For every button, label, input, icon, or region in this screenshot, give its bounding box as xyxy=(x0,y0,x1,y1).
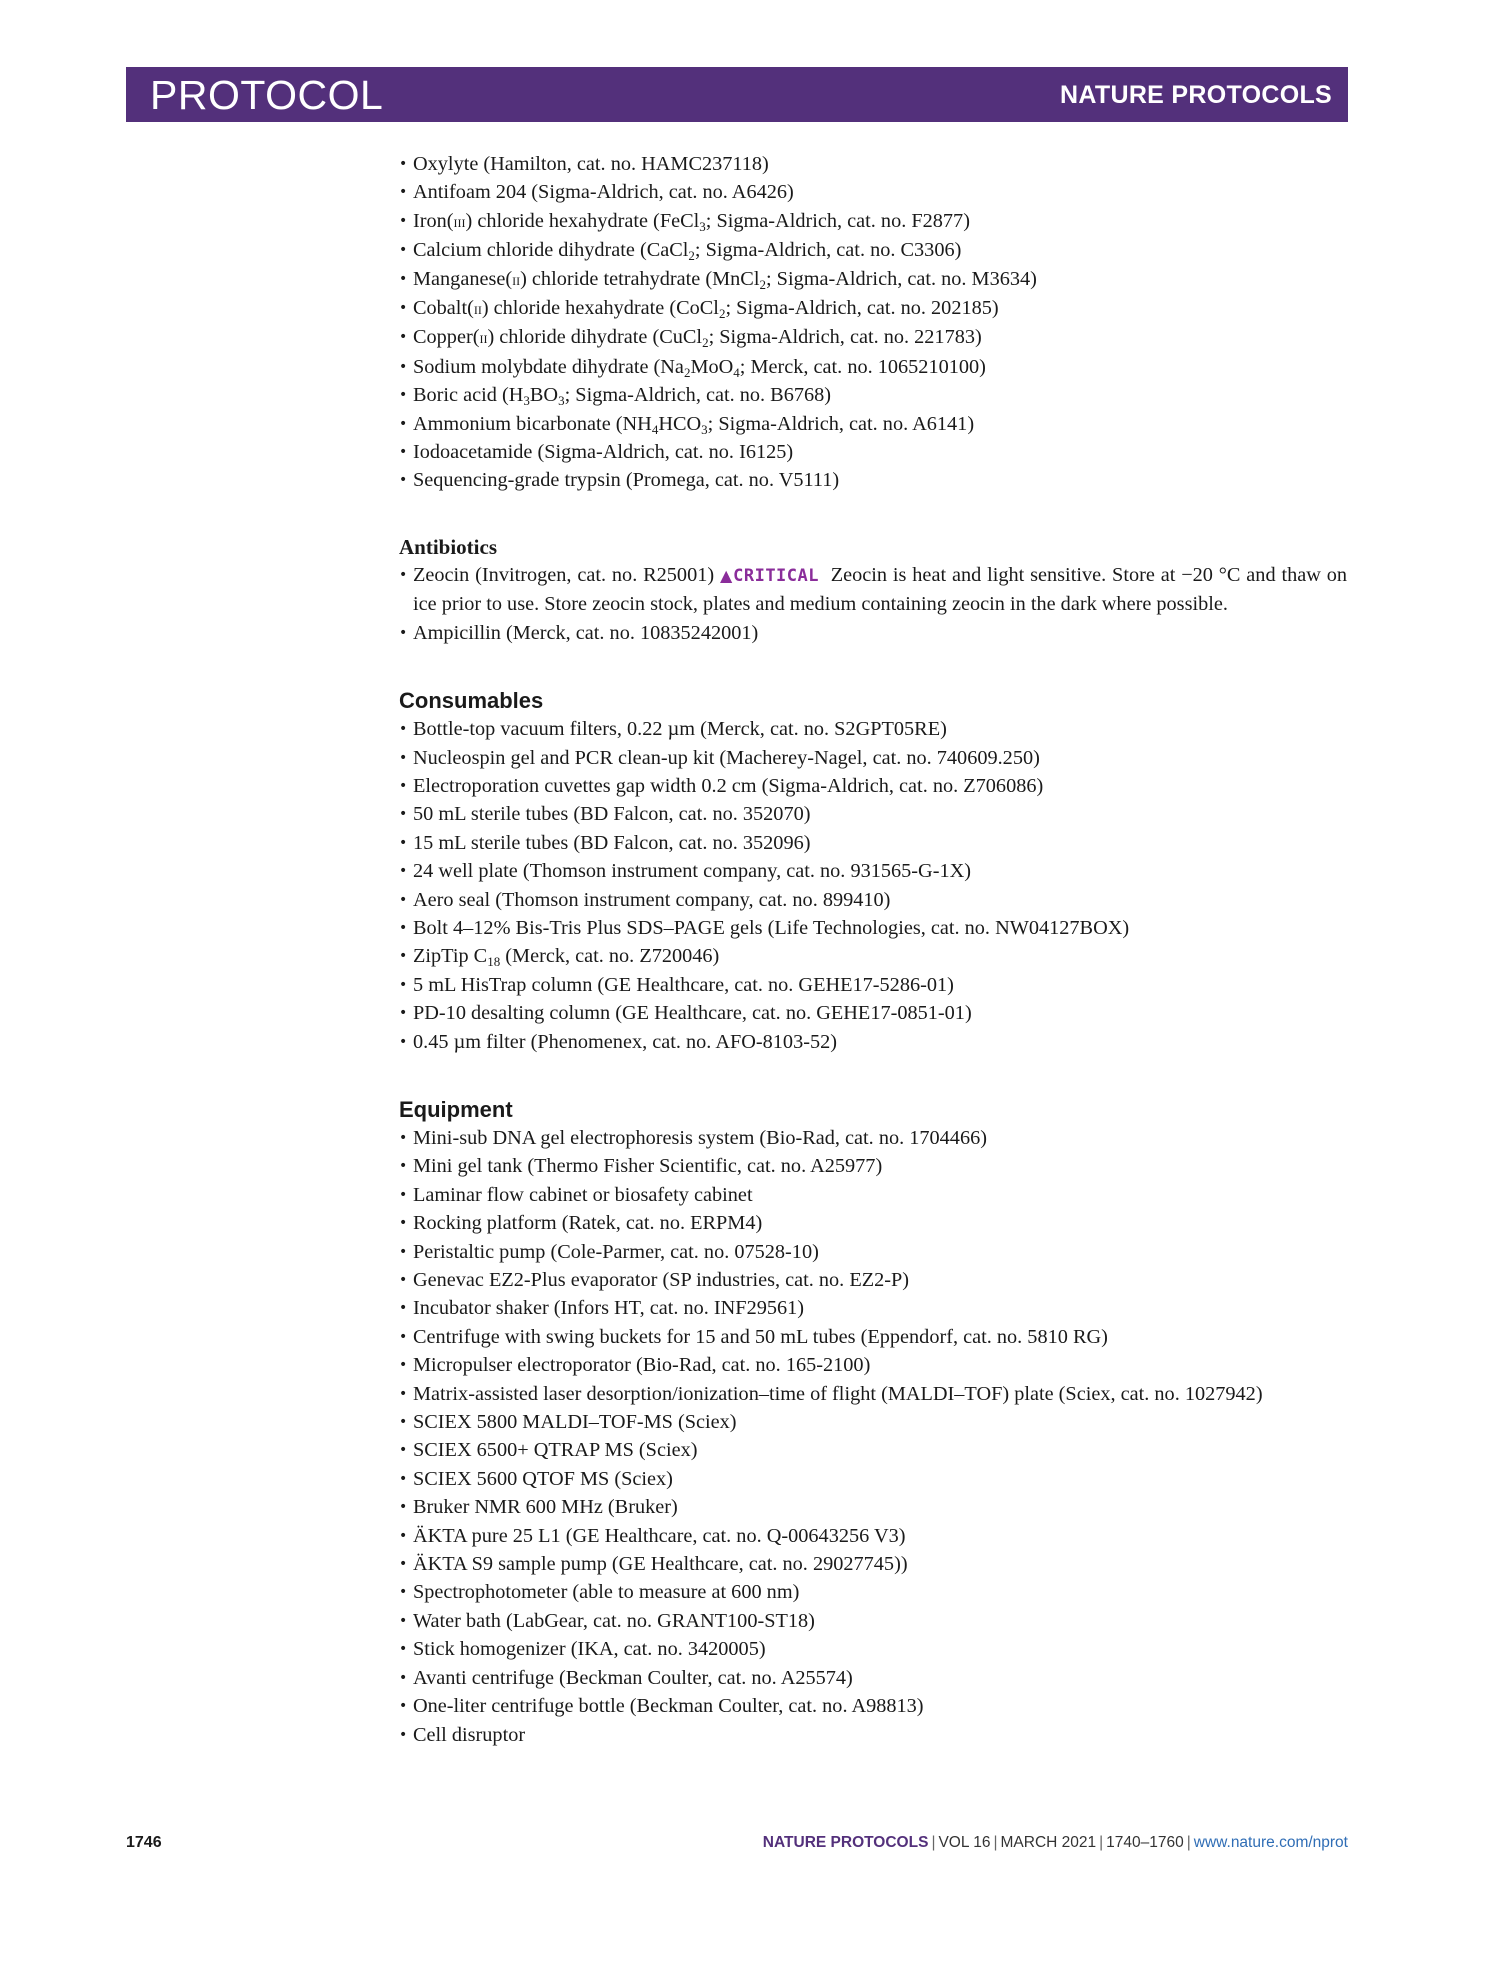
bullet-icon: • xyxy=(399,300,408,317)
list-item xyxy=(399,1294,1347,1322)
list-item xyxy=(399,715,1347,743)
item-text: Sequencing-grade trypsin (Promega, cat. no. V5111) xyxy=(413,469,840,492)
list-item xyxy=(399,1181,1347,1209)
bullet-icon: • xyxy=(399,1300,408,1317)
list-item xyxy=(399,561,1347,619)
list-item xyxy=(399,294,1347,323)
list-item xyxy=(399,207,1347,236)
bullet-icon: • xyxy=(399,1158,408,1175)
bullet-icon: • xyxy=(399,834,408,851)
list-item xyxy=(399,971,1347,999)
bullet-icon: • xyxy=(399,472,408,489)
item-text: Boric acid ($H_3BO_3$; Sigma-Aldrich, cat. no. B6768) xyxy=(413,384,832,409)
equipment-heading: Equipment xyxy=(399,1096,513,1122)
item-text: Nucleospin gel and PCR clean-up kit (Macherey-Nagel, cat. no. 740609.250) xyxy=(413,746,1040,769)
roman-numeral: ii xyxy=(479,328,488,348)
list-item xyxy=(399,619,1347,647)
bullet-icon: • xyxy=(399,1033,408,1050)
bullet-icon: • xyxy=(399,1556,408,1573)
roman-numeral: ii xyxy=(473,299,482,319)
item-text: ÄKTA pure 25 L1 (GE Healthcare, cat. no. Q-00643256 V3) xyxy=(413,1524,906,1547)
bullet-icon: • xyxy=(399,863,408,880)
item-text: Oxylyte (Hamilton, cat. no. HAMC237118) xyxy=(413,153,769,175)
item-text: Calcium chloride dihydrate (CaCl$_2$; Sigma-Aldrich, cat. no. C3306) xyxy=(413,239,962,264)
subscript: 2 xyxy=(688,248,695,264)
subscript: 3 xyxy=(558,393,565,409)
list-item xyxy=(399,744,1347,772)
bullet-icon: • xyxy=(399,212,408,229)
list-item xyxy=(399,1124,1347,1152)
bullet-icon: • xyxy=(399,1470,408,1487)
footer-date: MARCH 2021 xyxy=(1000,1834,1097,1851)
item-text: Incubator shaker (Infors HT, cat. no. INF29561) xyxy=(413,1297,805,1320)
bullet-icon: • xyxy=(399,1005,408,1022)
bullet-icon: • xyxy=(399,948,408,965)
bullet-icon: • xyxy=(399,806,408,823)
bullet-icon: • xyxy=(399,1499,408,1516)
consumables-heading: Consumables xyxy=(399,688,544,714)
subscript: 4 xyxy=(651,421,659,437)
bullet-icon: • xyxy=(399,444,408,461)
list-item xyxy=(399,410,1347,438)
journal-label: NATURE PROTOCOLS xyxy=(1060,81,1332,109)
subscript: 2 xyxy=(759,276,766,292)
item-text: SCIEX 6500+ QTRAP MS (Sciex) xyxy=(413,1439,698,1462)
bullet-icon: • xyxy=(399,1385,408,1402)
roman-numeral: ii xyxy=(512,269,521,289)
bullet-icon: • xyxy=(399,242,408,259)
subscript: 18 xyxy=(487,954,501,970)
subscript: 3 xyxy=(523,393,530,409)
list-item xyxy=(399,150,1347,178)
item-text: 24 well plate (Thomson instrument company, cat. no. 931565-G-1X) xyxy=(413,860,971,883)
footer-volume: VOL 16 xyxy=(938,1834,991,1851)
list-item xyxy=(399,466,1347,494)
bullet-icon: • xyxy=(399,1414,408,1431)
item-text: Manganese(ii) chloride tetrahydrate (MnCl$_2$; Sigma-Aldrich, cat. no. M3634) xyxy=(413,267,1037,292)
item-text: Copper(ii) chloride dihydrate (CuCl$_2$; Sigma-Aldrich, cat. no. 221783) xyxy=(413,326,982,351)
item-text: Micropulser electroporator (Bio-Rad, cat. no. 165-2100) xyxy=(413,1354,871,1377)
bullet-icon: • xyxy=(399,1698,408,1715)
bullet-icon: • xyxy=(399,415,408,432)
list-item xyxy=(399,800,1347,828)
main-content xyxy=(399,150,1347,1749)
consumables-list xyxy=(399,715,1347,1056)
list-item xyxy=(399,1266,1347,1294)
list-item xyxy=(399,323,1347,352)
bullet-icon: • xyxy=(399,358,408,375)
critical-note: Zeocin is heat and light sensitive. Store at −20 °C and thaw on ice prior to use. Store zeocin stock, plates and medium containing zeocin in the dark where possible. xyxy=(413,563,1348,616)
bullet-icon: • xyxy=(399,270,408,287)
item-text: ZipTip $C_{18}$ (Merck, cat. no. Z720046) xyxy=(413,945,720,970)
item-text: Aero seal (Thomson instrument company, cat. no. 899410) xyxy=(413,888,891,911)
item-text: Stick homogenizer (IKA, cat. no. 3420005) xyxy=(413,1638,766,1661)
item-text: Laminar flow cabinet or biosafety cabinet xyxy=(413,1183,753,1206)
section-label: PROTOCOL xyxy=(150,72,384,118)
list-item xyxy=(399,1436,1347,1464)
list-item xyxy=(399,1692,1347,1720)
item-text: SCIEX 5800 MALDI–TOF-MS (Sciex) xyxy=(413,1411,737,1434)
bullet-icon: • xyxy=(399,1215,408,1232)
list-item xyxy=(399,1493,1347,1521)
item-text: Iron(iii) chloride hexahydrate (FeCl$_3$; Sigma-Aldrich, cat. no. F2877) xyxy=(413,209,970,234)
bullet-icon: • xyxy=(399,1272,408,1288)
bullet-icon: • xyxy=(399,777,408,794)
item-text: Centrifuge with swing buckets for 15 and 50 mL tubes (Eppendorf, cat. no. 5810 RG) xyxy=(413,1325,1108,1348)
list-item xyxy=(399,381,1347,409)
list-item xyxy=(399,829,1347,857)
footer-url-link[interactable]: www.nature.com/nprot xyxy=(1193,1834,1348,1851)
list-item xyxy=(399,857,1347,885)
list-item xyxy=(399,772,1347,800)
item-text: Ammonium bicarbonate ($NH_4HCO_3$; Sigma-Aldrich, cat. no. A6141) xyxy=(413,412,975,437)
list-item xyxy=(399,1635,1347,1663)
ampicillin-text: Ampicillin (Merck, cat. no. 10835242001) xyxy=(413,621,759,644)
bullet-icon: • xyxy=(399,891,408,908)
item-text: Sodium molybdate dihydrate ($Na_2MoO_4$; Merck, cat. no. 1065210100) xyxy=(413,355,986,380)
list-item xyxy=(399,942,1347,970)
bullet-icon: • xyxy=(399,1328,408,1345)
critical-label: CRITICAL xyxy=(733,565,819,586)
item-text: One-liter centrifuge bottle (Beckman Coulter, cat. no. A98813) xyxy=(413,1695,924,1718)
subscript: 3 xyxy=(701,421,708,437)
subscript: 2 xyxy=(702,335,709,351)
item-text: PD-10 desalting column (GE Healthcare, cat. no. GEHE17-0851-01) xyxy=(413,1002,972,1025)
bullet-icon: • xyxy=(399,1243,408,1260)
list-item xyxy=(399,236,1347,264)
bullet-icon: • xyxy=(399,156,408,172)
item-text: Bruker NMR 600 MHz (Bruker) xyxy=(413,1496,678,1519)
list-item xyxy=(399,999,1347,1027)
item-text: Peristaltic pump (Cole-Parmer, cat. no. 07528-10) xyxy=(413,1240,819,1263)
reagents-list xyxy=(399,150,1347,495)
bullet-icon: • xyxy=(399,1612,408,1629)
list-item xyxy=(399,1209,1347,1237)
page-number: 1746 xyxy=(126,1834,162,1851)
bullet-icon: • xyxy=(399,1442,408,1459)
subscript: 4 xyxy=(733,364,740,380)
list-item xyxy=(399,265,1347,294)
zeocin-text: Zeocin (Invitrogen, cat. no. R25001) xyxy=(413,563,715,586)
list-item xyxy=(399,1721,1347,1749)
item-text: ÄKTA S9 sample pump (GE Healthcare, cat. no. 29027745)) xyxy=(413,1553,908,1576)
item-text: Water bath (LabGear, cat. no. GRANT100-ST18) xyxy=(413,1609,815,1632)
item-text: Antifoam 204 (Sigma-Aldrich, cat. no. A6426) xyxy=(413,181,794,204)
bullet-icon: • xyxy=(399,1669,408,1686)
bullet-icon: • xyxy=(399,624,408,641)
item-text: Genevac EZ2-Plus evaporator (SP industries, cat. no. EZ2-P) xyxy=(413,1269,910,1291)
list-item xyxy=(399,438,1347,466)
bullet-icon: • xyxy=(399,976,408,993)
antibiotics-heading: Antibiotics xyxy=(399,534,498,559)
item-text: 5 mL HisTrap column (GE Healthcare, cat. no. GEHE17-5286-01) xyxy=(413,973,954,996)
item-text: Matrix-assisted laser desorption/ionization–time of flight (MALDI–TOF) plate (Sciex, cat. no. 1027942) xyxy=(413,1382,1263,1405)
list-item xyxy=(399,1550,1347,1578)
item-text: 50 mL sterile tubes (BD Falcon, cat. no. 352070) xyxy=(413,803,811,826)
item-text: Cell disruptor xyxy=(413,1723,526,1746)
list-item xyxy=(399,1028,1347,1056)
footer-pages: 1740–1760 xyxy=(1106,1834,1184,1851)
bullet-icon: • xyxy=(399,1186,408,1203)
item-text: 0.45 µm filter (Phenomenex, cat. no. AFO-8103-52) xyxy=(413,1030,837,1053)
list-item xyxy=(399,1607,1347,1635)
list-item xyxy=(399,1578,1347,1606)
bullet-icon: • xyxy=(399,566,408,583)
list-item xyxy=(399,1238,1347,1266)
item-text: Avanti centrifuge (Beckman Coulter, cat. no. A25574) xyxy=(413,1666,853,1689)
bullet-icon: • xyxy=(399,1357,408,1374)
list-item xyxy=(399,1351,1347,1379)
list-item xyxy=(399,1522,1347,1550)
item-text: Cobalt(ii) chloride hexahydrate (CoCl$_2$; Sigma-Aldrich, cat. no. 202185) xyxy=(413,297,999,322)
item-text: Bolt 4–12% Bis-Tris Plus SDS–PAGE gels (Life Technologies, cat. no. NW04127BOX) xyxy=(413,916,1130,939)
bullet-icon: • xyxy=(399,1726,408,1743)
antibiotics-list xyxy=(399,561,1347,647)
item-text: Mini gel tank (Thermo Fisher Scientific, cat. no. A25977) xyxy=(413,1155,883,1178)
item-text: Mini-sub DNA gel electrophoresis system (Bio-Rad, cat. no. 1704466) xyxy=(413,1126,987,1149)
list-item xyxy=(399,1323,1347,1351)
list-item xyxy=(399,178,1347,206)
header-bar xyxy=(126,67,1348,122)
list-item xyxy=(399,1408,1347,1436)
footer-citation: NATURE PROTOCOLS | VOL 16 | MARCH 2021 | 1740–1760 | www.nature.com/nprot xyxy=(762,1834,1348,1851)
subscript: 2 xyxy=(683,364,691,380)
list-item xyxy=(399,1465,1347,1493)
bullet-icon: • xyxy=(399,749,408,766)
bullet-icon: • xyxy=(399,721,408,738)
item-text: Iodoacetamide (Sigma-Aldrich, cat. no. I6125) xyxy=(413,441,794,464)
bullet-icon: • xyxy=(399,1129,408,1146)
footer-journal: NATURE PROTOCOLS xyxy=(762,1834,929,1851)
bullet-icon: • xyxy=(399,1641,408,1658)
roman-numeral: iii xyxy=(453,211,466,231)
bullet-icon: • xyxy=(399,329,408,346)
list-item xyxy=(399,914,1347,942)
list-item xyxy=(399,1664,1347,1692)
equipment-list xyxy=(399,1124,1347,1749)
bullet-icon: • xyxy=(399,919,408,936)
list-item xyxy=(399,353,1347,381)
item-text: SCIEX 5600 QTOF MS (Sciex) xyxy=(413,1467,673,1490)
list-item xyxy=(399,1152,1347,1180)
bullet-icon: • xyxy=(399,387,408,404)
bullet-icon: • xyxy=(399,184,408,201)
item-text: Bottle-top vacuum filters, 0.22 µm (Merck, cat. no. S2GPT05RE) xyxy=(413,718,947,741)
critical-triangle-icon: ▲ xyxy=(720,565,734,585)
item-text: Spectrophotometer (able to measure at 600 nm) xyxy=(413,1581,800,1604)
item-text: 15 mL sterile tubes (BD Falcon, cat. no. 352096) xyxy=(413,831,811,854)
bullet-icon: • xyxy=(399,1527,408,1544)
subscript: 3 xyxy=(699,218,706,234)
item-text: Rocking platform (Ratek, cat. no. ERPM4) xyxy=(413,1212,763,1235)
bullet-icon: • xyxy=(399,1584,408,1601)
item-text: Electroporation cuvettes gap width 0.2 cm (Sigma-Aldrich, cat. no. Z706086) xyxy=(413,774,1044,797)
list-item xyxy=(399,886,1347,914)
subscript: 2 xyxy=(718,306,726,322)
list-item xyxy=(399,1380,1347,1408)
